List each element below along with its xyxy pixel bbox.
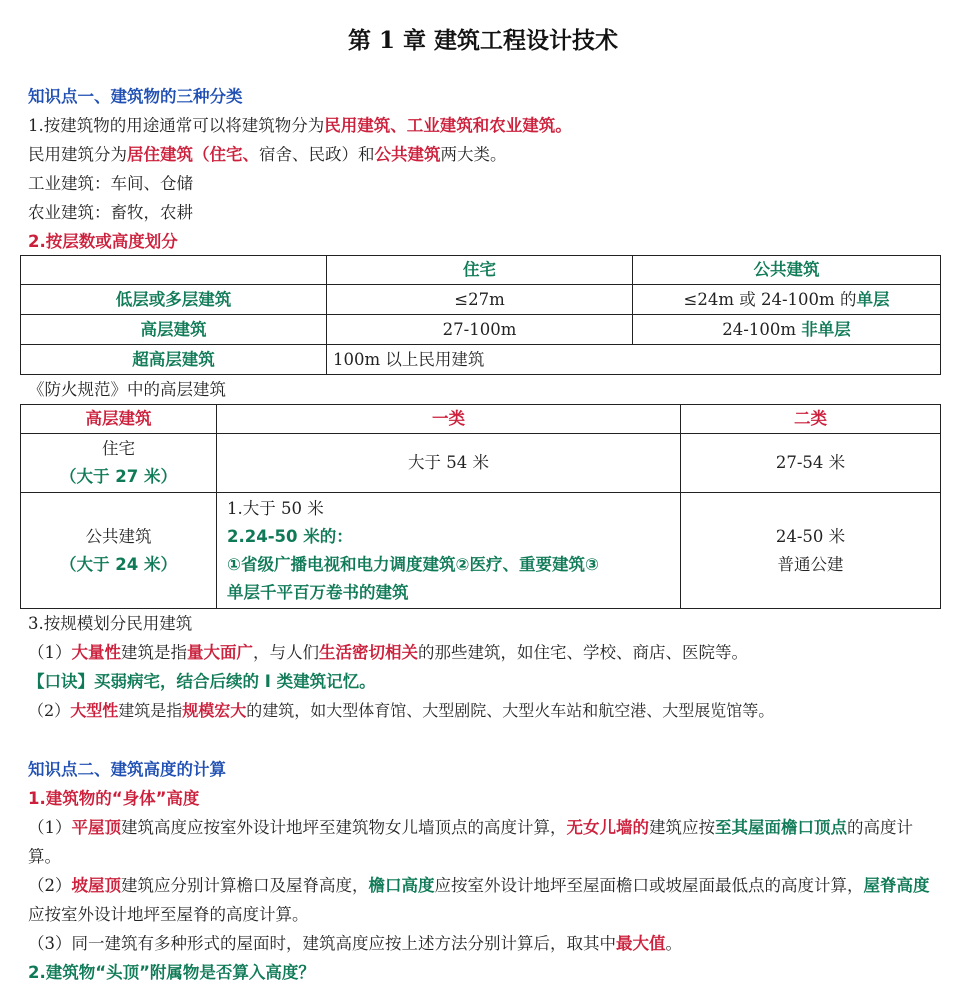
table-cell: 住宅 （大于 27 米） [21,434,217,493]
text-line: （1）大量性建筑是指量大面广，与人们生活密切相关的那些建筑，如住宅、学校、商店、医院等。 [28,643,748,662]
subheading: 2.按层数或高度划分 [28,232,178,251]
text-line: 农业建筑：畜牧，农耕 [28,203,193,222]
table-header: 住宅 [327,256,633,285]
text-line: 工业建筑：车间、仓储 [28,174,193,193]
table-cell: ≤27m [327,285,633,315]
table-header: 高层建筑 [21,405,217,434]
paragraph: （2）坡屋顶建筑应分别计算檐口及屋脊高度，檐口高度应按室外设计地坪至屋面檐口或坡屋面最低点的高度计算，屋脊高度应按室外设计地坪至屋脊的高度计算。 [28,876,930,924]
table-header: 公共建筑 [633,256,941,285]
subheading: 1.建筑物的“身体”高度 [28,789,200,808]
text-line: 1.按建筑物的用途通常可以将建筑物分为民用建筑、工业建筑和农业建筑。 [28,116,572,135]
fire-code-table [20,404,941,609]
table-cell: 公共建筑 （大于 24 米） [21,493,217,609]
table-cell: 27-100m [327,315,633,345]
table-cell: 24-100m 非单层 [633,315,941,345]
table-cell: 1.大于 50 米 2.24-50 米的： ①省级广播电视和电力调度建筑②医疗、重要建筑③ 单层千平百万卷书的建筑 [217,493,681,609]
table-cell: 27-54 米 [681,434,941,493]
table-cell: 高层建筑 [21,315,327,345]
section-heading-2: 知识点二、建筑高度的计算 [28,760,226,779]
table-cell: 100m 以上民用建筑 [327,345,941,375]
paragraph: （1）平屋顶建筑高度应按室外设计地坪至建筑物女儿墙顶点的高度计算，无女儿墙的建筑应按至其屋面檐口顶点的高度计算。 [28,818,913,866]
mnemonic: 【口诀】买弱病宅，结合后续的 I 类建筑记忆。 [28,672,376,691]
table-caption: 《防火规范》中的高层建筑 [28,380,226,399]
text-line: （3）同一建筑有多种形式的屋面时，建筑高度应按上述方法分别计算后，取其中最大值。 [28,934,682,953]
text-line: （2）大型性建筑是指规模宏大的建筑，如大型体育馆、大型剧院、大型火车站和航空港、大型展览馆等。 [28,701,775,720]
table-cell: 低层或多层建筑 [21,285,327,315]
table-header: 一类 [217,405,681,434]
section-heading-1: 知识点一、建筑物的三种分类 [28,87,243,106]
table-cell: ≤24m 或 24-100m 的单层 [633,285,941,315]
table-cell: 大于 54 米 [217,434,681,493]
text-line: 民用建筑分为居住建筑（住宅、宿舍、民政）和公共建筑两大类。 [28,145,507,164]
page-title: 第 1 章 建筑工程设计技术 [347,27,619,54]
height-table [20,255,941,375]
subheading: 2.建筑物“头顶”附属物是否算入高度？ [28,963,315,982]
table-header: 二类 [681,405,941,434]
table-cell: 24-50 米 普通公建 [681,493,941,609]
subheading: 3.按规模划分民用建筑 [28,614,193,633]
table-cell: 超高层建筑 [21,345,327,375]
